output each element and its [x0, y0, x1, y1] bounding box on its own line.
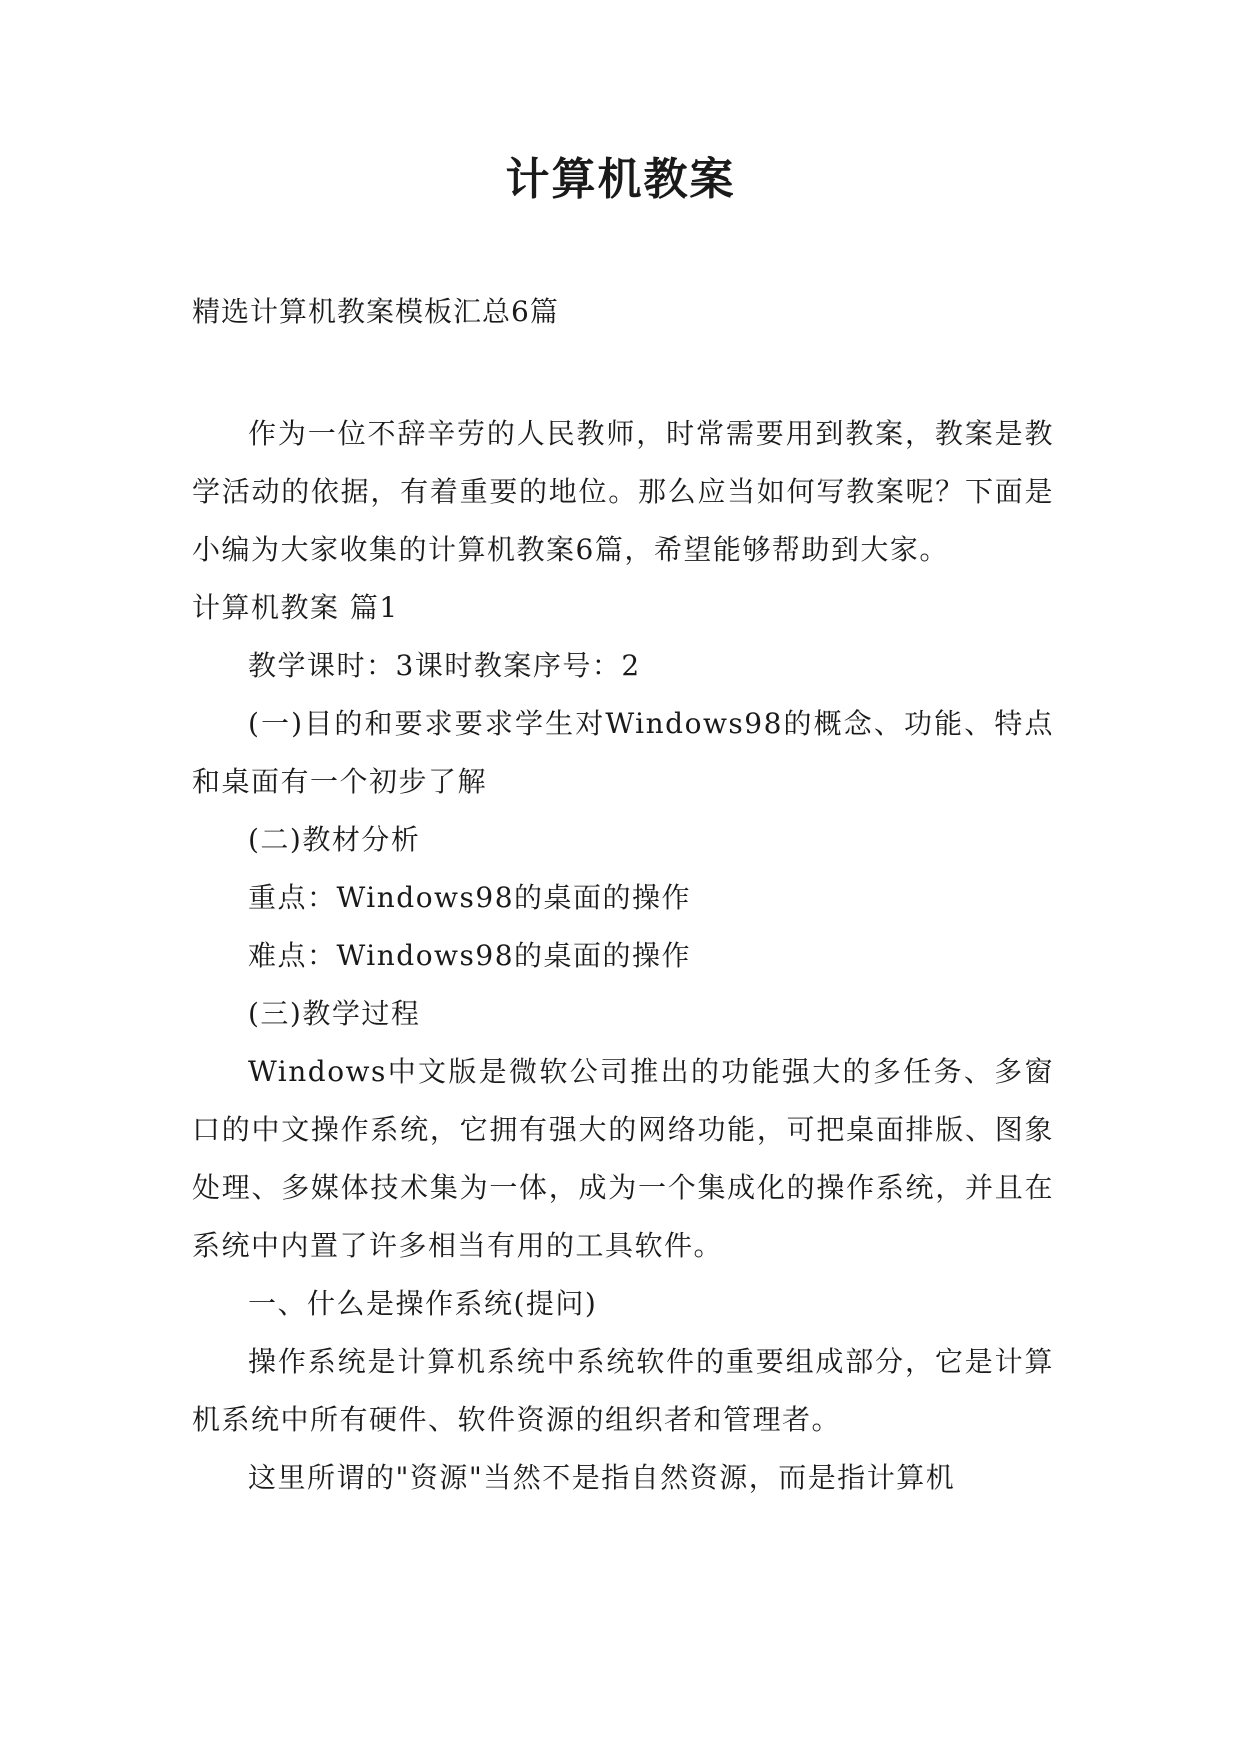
- difficult-point: 难点：Windows98的桌面的操作: [248, 939, 692, 972]
- material-analysis-heading: (二)教材分析: [248, 823, 421, 856]
- question-heading: 一、什么是操作系统(提问): [248, 1287, 598, 1320]
- document-subtitle: 精选计算机教案模板汇总6篇: [192, 295, 559, 328]
- lesson-hours: 教学课时：3课时教案序号：2: [248, 649, 641, 682]
- document-body: [192, 405, 1054, 1507]
- section-heading: 计算机教案 篇1: [192, 591, 399, 624]
- teaching-process-heading: (三)教学过程: [248, 997, 421, 1030]
- goals-paragraph: (一)目的和要求要求学生对Windows98的概念、功能、特点和桌面有一个初步了解: [192, 707, 1054, 798]
- key-point: 重点：Windows98的桌面的操作: [248, 881, 692, 914]
- resources-paragraph: 这里所谓的"资源"当然不是指自然资源，而是指计算机: [248, 1461, 956, 1494]
- intro-paragraph: 作为一位不辞辛劳的人民教师，时常需要用到教案，教案是教学活动的依据，有着重要的地位。那么应当如何写教案呢？下面是小编为大家收集的计算机教案6篇，希望能够帮助到大家。: [192, 417, 1054, 566]
- document-title: 计算机教案: [505, 154, 736, 205]
- windows-intro-paragraph: Windows中文版是微软公司推出的功能强大的多任务、多窗口的中文操作系统，它拥有强大的网络功能，可把桌面排版、图象处理、多媒体技术集为一体，成为一个集成化的操作系统，并且在系统中内置了许多相当有用的工具软件。: [192, 1055, 1054, 1262]
- os-definition-paragraph: 操作系统是计算机系统中系统软件的重要组成部分，它是计算机系统中所有硬件、软件资源的组织者和管理者。: [192, 1345, 1054, 1436]
